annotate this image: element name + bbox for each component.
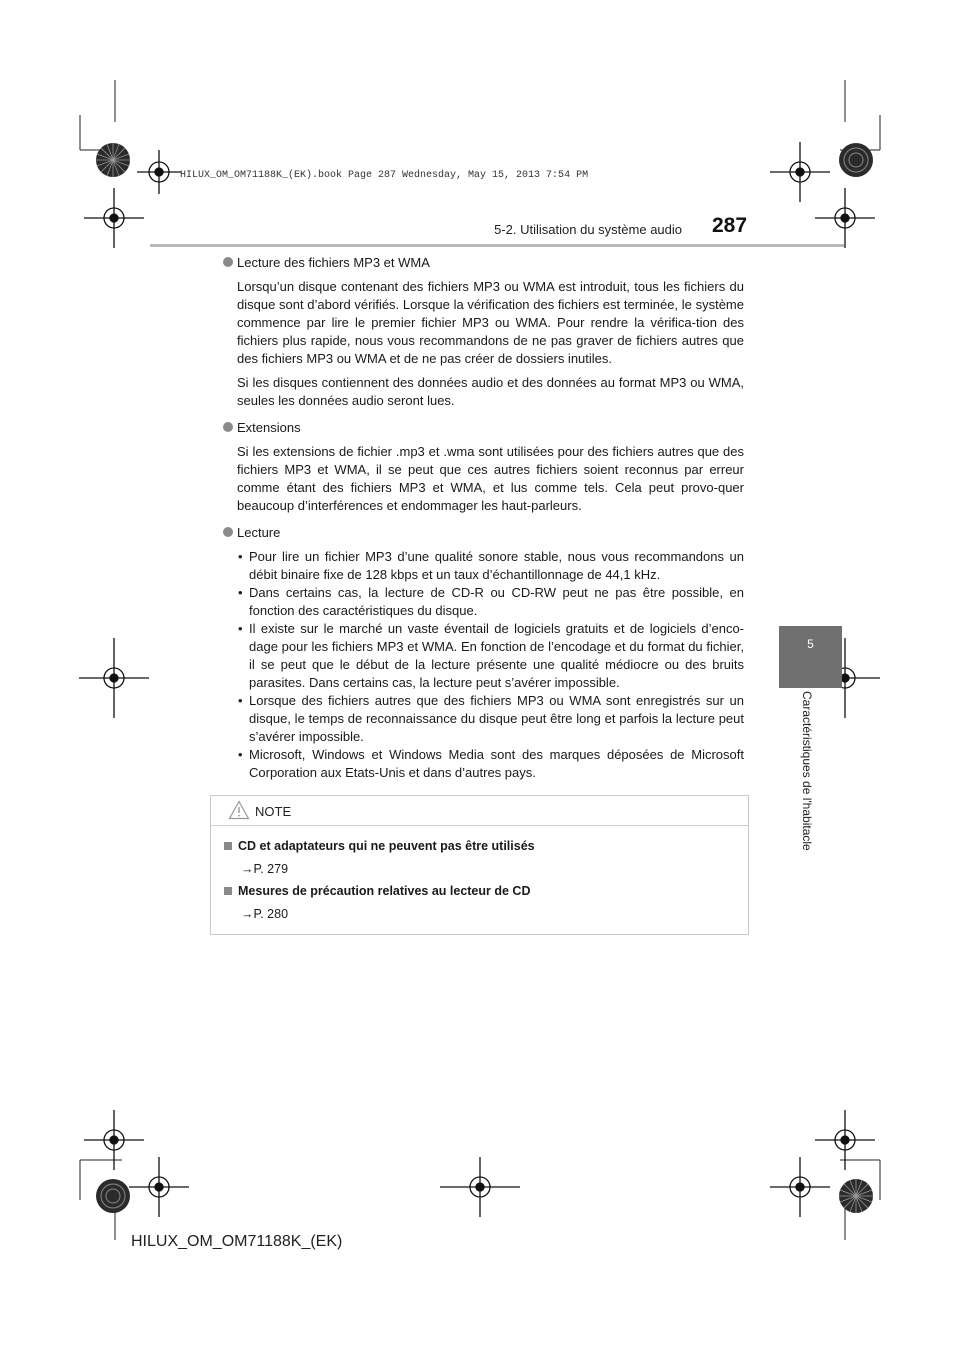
circle-bullet-icon <box>223 527 233 537</box>
chapter-title: Caractéristiques de l'habitacle <box>800 691 814 851</box>
note-item-heading: CD et adaptateurs qui ne peuvent pas être utilisés <box>224 839 535 853</box>
list-item: • Pour lire un fichier MP3 d’une qualité sonore stable, nous vous recommandons un débit binaire fixe de 128 kbps et un taux d’échantillonnage de 44,1 kHz. <box>238 549 744 582</box>
book-info: HILUX_OM_OM71188K_(EK).book Page 287 Wednesday, May 15, 2013 7:54 PM <box>180 170 589 181</box>
note-header <box>211 796 748 826</box>
main-content <box>224 254 744 782</box>
paragraph: Si les disques contiennent des données audio et des données au format MP3 ou WMA, seules les données audio seront lues. <box>237 375 744 408</box>
section-title: 5-2. Utilisation du système audio <box>494 222 682 237</box>
bullet-list <box>237 548 744 782</box>
section-heading: Lecture <box>224 524 744 542</box>
document-code: HILUX_OM_OM71188K_(EK) <box>131 1233 343 1250</box>
paragraph: Si les extensions de fichier .mp3 et .wma sont utilisées pour des fichiers autres que des fichiers MP3 et WMA, il se peut que ces autres fichiers soient reconnus par erreur comme étant des fichiers MP3 et WMA, et lus comme tels. Cela peut provo-quer beaucoup d’interférences et endommager les haut-parleurs. <box>237 444 744 513</box>
square-bullet-icon <box>224 842 232 850</box>
header-rule <box>150 244 844 247</box>
list-item: • Microsoft, Windows et Windows Media sont des marques déposées de Microsoft Corporation aux Etats-Unis et dans d’autres pays. <box>238 747 744 780</box>
circle-bullet-icon <box>223 422 233 432</box>
list-item: • Lorsque des fichiers autres que des fichiers MP3 ou WMA sont enregistrés sur un disque, le temps de reconnaissance du disque peut être long et parfois la lecture peut s’avérer impossible. <box>238 693 744 744</box>
section-heading: Extensions <box>224 419 744 437</box>
page-number: 287 <box>712 214 748 237</box>
circle-bullet-icon <box>223 257 233 267</box>
paragraph: Lorsqu’un disque contenant des fichiers MP3 ou WMA est introduit, tous les fichiers du disque sont d’abord vérifiés. Lorsque la vérification des fichiers est terminée, le système commence par lire le premier fichier MP3 ou WMA. Pour rendre la vérifica-tion des fichiers plus rapide, nous vous recommandons de ne pas graver de fichiers autres que des fichiers MP3 ou WMA et de ne pas créer de dossiers inutiles. <box>237 279 744 366</box>
note-item-heading: Mesures de précaution relatives au lecteur de CD <box>224 884 530 898</box>
note-box <box>210 795 749 935</box>
list-item: • Il existe sur le marché un vaste éventail de logiciels gratuits et de logiciels d’enco-dage pour les fichiers MP3 et WMA. En fonction de l’encodage et du format du fichier, il se peut que le début de la lecture présente une qualité médiocre ou des bruits parasites. Dans certains cas, la lecture peut s’avérer impossible. <box>238 621 744 690</box>
chapter-tab <box>779 626 842 688</box>
square-bullet-icon <box>224 887 232 895</box>
chapter-number: 5 <box>807 637 814 651</box>
section-heading: Lecture des fichiers MP3 et WMA <box>224 254 744 272</box>
note-title: NOTE <box>255 804 292 819</box>
page-reference: →P. 280 <box>241 907 289 921</box>
warning-triangle-icon <box>228 800 250 820</box>
page-reference: →P. 279 <box>241 862 289 876</box>
list-item: • Dans certains cas, la lecture de CD-R ou CD-RW peut ne pas être possible, en fonction des caractéristiques du disque. <box>238 585 744 618</box>
